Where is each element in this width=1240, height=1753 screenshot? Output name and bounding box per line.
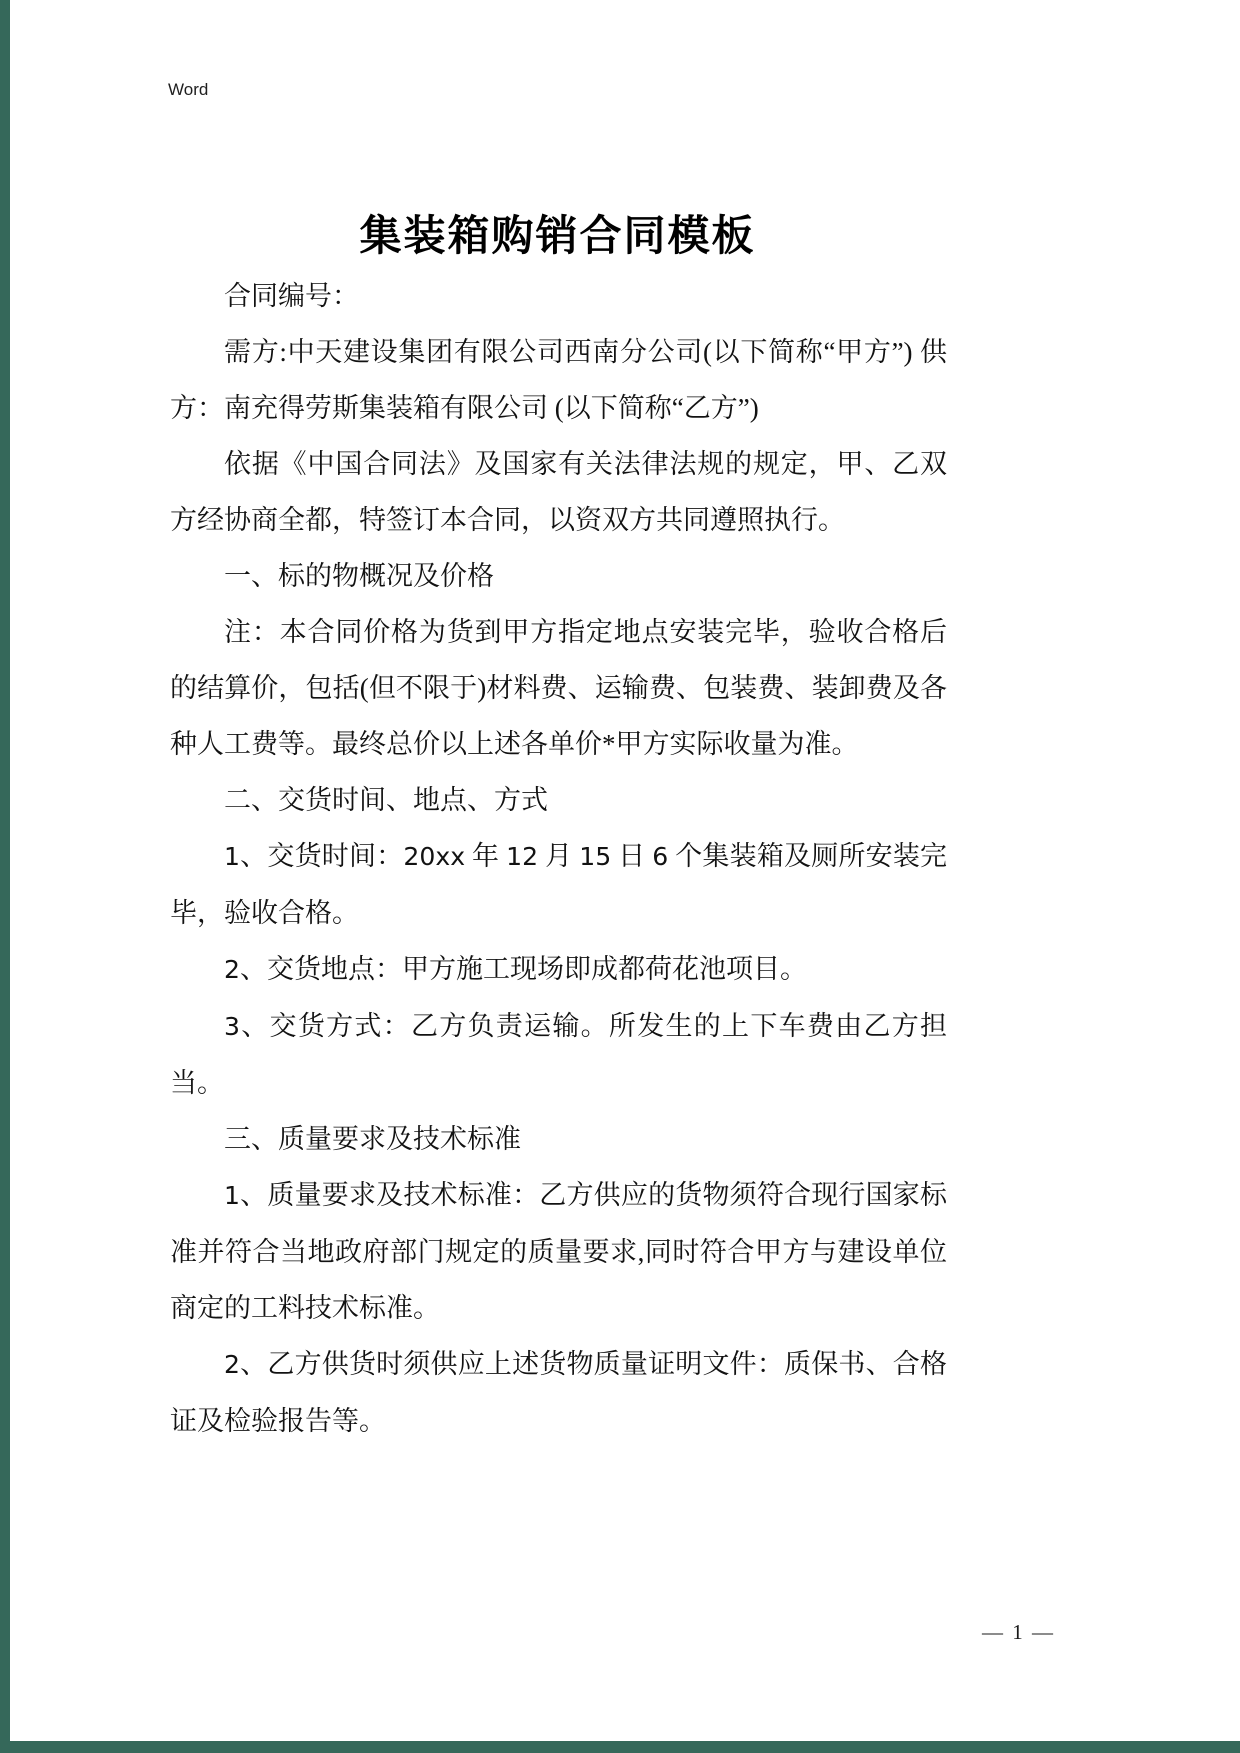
number-text: 6 [652, 842, 669, 871]
paragraph: 需方:中天建设集团有限公司西南分公司(以下简称“甲方”) 供方：南充得劳斯集装箱有限公司 (以下简称“乙方”) [170, 337, 947, 423]
number-text: 2 [224, 955, 240, 984]
paragraph: 注：本合同价格为货到甲方指定地点安装完毕，验收合格后的结算价，包括(但不限于)材料费、运输费、包装费、装卸费及各种人工费等。最终总价以上述各单价*甲方实际收量为准。 [170, 617, 947, 759]
page-number: — 1 — [982, 1620, 1055, 1644]
number-text: 1 [224, 842, 240, 871]
number-text: 1 [224, 1181, 240, 1210]
paragraph: 3、交货方式：乙方负责运输。所发生的上下车费由乙方担当。 [170, 1011, 947, 1098]
document-body [170, 268, 947, 1449]
number-text: 20xx [403, 842, 466, 871]
paragraph: 2、交货地点：甲方施工现场即成都荷花池项目。 [224, 954, 807, 984]
paragraph: 三、质量要求及技术标准 [224, 1124, 521, 1154]
paragraph: 一、标的物概况及价格 [224, 561, 494, 591]
number-text: 12 [506, 842, 539, 871]
paragraph: 1、质量要求及技术标准：乙方供应的货物须符合现行国家标准并符合当地政府部门规定的质量要求,同时符合甲方与建设单位商定的工料技术标准。 [170, 1180, 947, 1323]
paragraph: 依据《中国合同法》及国家有关法律法规的规定，甲、乙双方经协商全都，特签订本合同，以资双方共同遵照执行。 [170, 449, 947, 535]
number-text: 3 [224, 1012, 240, 1041]
page-title: 集装箱购销合同模板 [359, 214, 756, 261]
word-app-label: Word [168, 80, 209, 99]
page-left-border [0, 0, 10, 1753]
paragraph: 二、交货时间、地点、方式 [224, 785, 548, 815]
page-bottom-border [0, 1741, 1240, 1753]
paragraph: 合同编号： [224, 281, 359, 311]
number-text: 2 [224, 1350, 240, 1379]
paragraph: 1、交货时间：20xx 年 12 月 15 日 6 个集装箱及厕所安装完毕，验收合格。 [170, 841, 948, 928]
paragraph: 2、乙方供货时须供应上述货物质量证明文件：质保书、合格证及检验报告等。 [170, 1349, 947, 1436]
number-text: 15 [579, 842, 612, 871]
